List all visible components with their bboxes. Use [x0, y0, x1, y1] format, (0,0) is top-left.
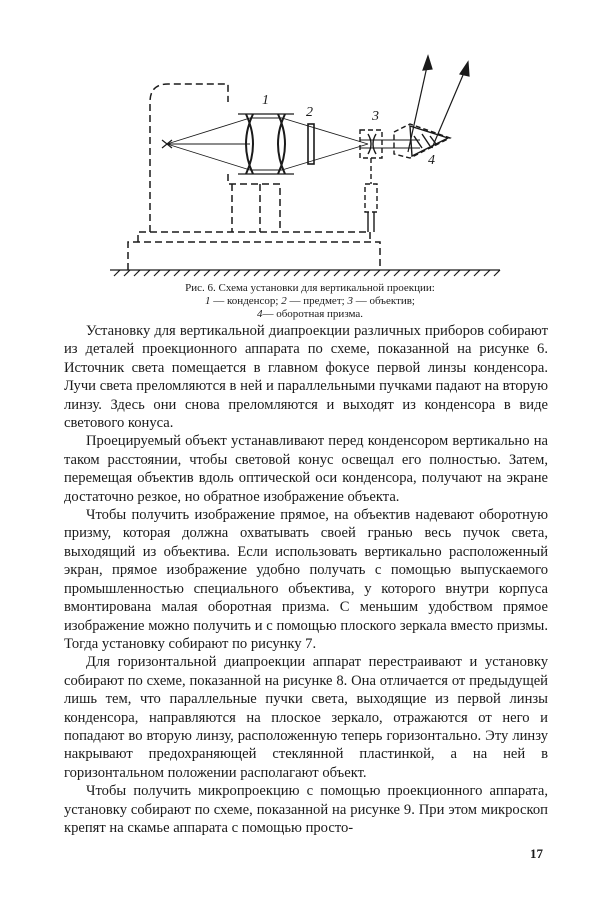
paragraph: Чтобы получить микропроекцию с помощью проекционного аппарата, установку собирают по схеме, показанной на рисунке 9. При этом микроскоп крепят на скамье аппарата с помощью просто-	[64, 783, 548, 836]
caption-title: Рис. 6. Схема установки для вертикальной проекции:	[185, 282, 435, 294]
object-slide	[308, 124, 314, 164]
ground-line	[110, 270, 500, 276]
figure-label-3: 3	[372, 109, 379, 124]
exit-arrows	[408, 56, 469, 152]
condenser-lenses	[238, 114, 294, 174]
optical-setup-drawing	[110, 44, 510, 284]
figure-6-projection-setup-diagram	[110, 44, 510, 284]
paragraph: Чтобы получить изображение прямое, на объектив надевают оборотную призму, которая должна охватывать своей гранью весь пучок света, выходящий из объектива. Если использовать вертикально расположенный экран, прямое изображение удобно получать с помощью выпускаемого промышленностью специального объектива, у которого внутри корпуса вмонтирована малая оборотная призма. С меньшим удобством прямое изображение можно получить и с помощью плоского зеркала вместо призмы. Тогда установку собирают по рисунку 7.	[64, 507, 548, 652]
figure-label-2: 2	[306, 105, 313, 120]
paragraph: Установку для вертикальной диапроекции различных приборов собирают из деталей проекционного аппарата по схеме, показанной на рисунке 6. Источник света помещается в главном фокусе первой линзы конденсора. Лучи света преломляются в ней и параллельными пучками падают на вторую линзу. Здесь они снова преломляются и выходят из конденсора в виде светового конуса.	[64, 323, 548, 432]
lamp-housing	[150, 84, 280, 232]
paragraph: Проецируемый объект устанавливают перед конденсором вертикально на таком расстоянии, чтобы световой конус освещал его полностью. Затем, перемещая объектив вдоль оптической оси конденсора, получают на экране достаточно резкое, но обратное изображение объекта.	[64, 433, 548, 505]
page-number: 17	[530, 846, 543, 861]
paragraph: Для горизонтальной диапроекции аппарат перестраивают и установку собирают по схеме, показанной на рисунке 8. Она отличается от предыдущей лишь тем, что параллельные пучки света, выходящие из первой линзы конденсора, направляются на плоское зеркало, отражаются от него и попадают во вторую линзу, расположенную теперь горизонтально. Эту линзу накрывают предохраняющей стеклянной пластинкой, а на ней в горизонтальном положении располагают объект.	[64, 654, 548, 781]
caption-legend-line-2: 4— оборотная призма.	[256, 308, 364, 320]
caption-legend: 1 — конденсор; 2 — предмет; 3 — объектив;	[205, 295, 415, 307]
figure-label-4: 4	[428, 153, 435, 168]
figure-caption	[110, 282, 510, 321]
optical-bench	[128, 232, 380, 270]
inverting-prism	[394, 124, 450, 158]
figure-label-1: 1	[262, 93, 269, 108]
body-text	[64, 322, 548, 837]
